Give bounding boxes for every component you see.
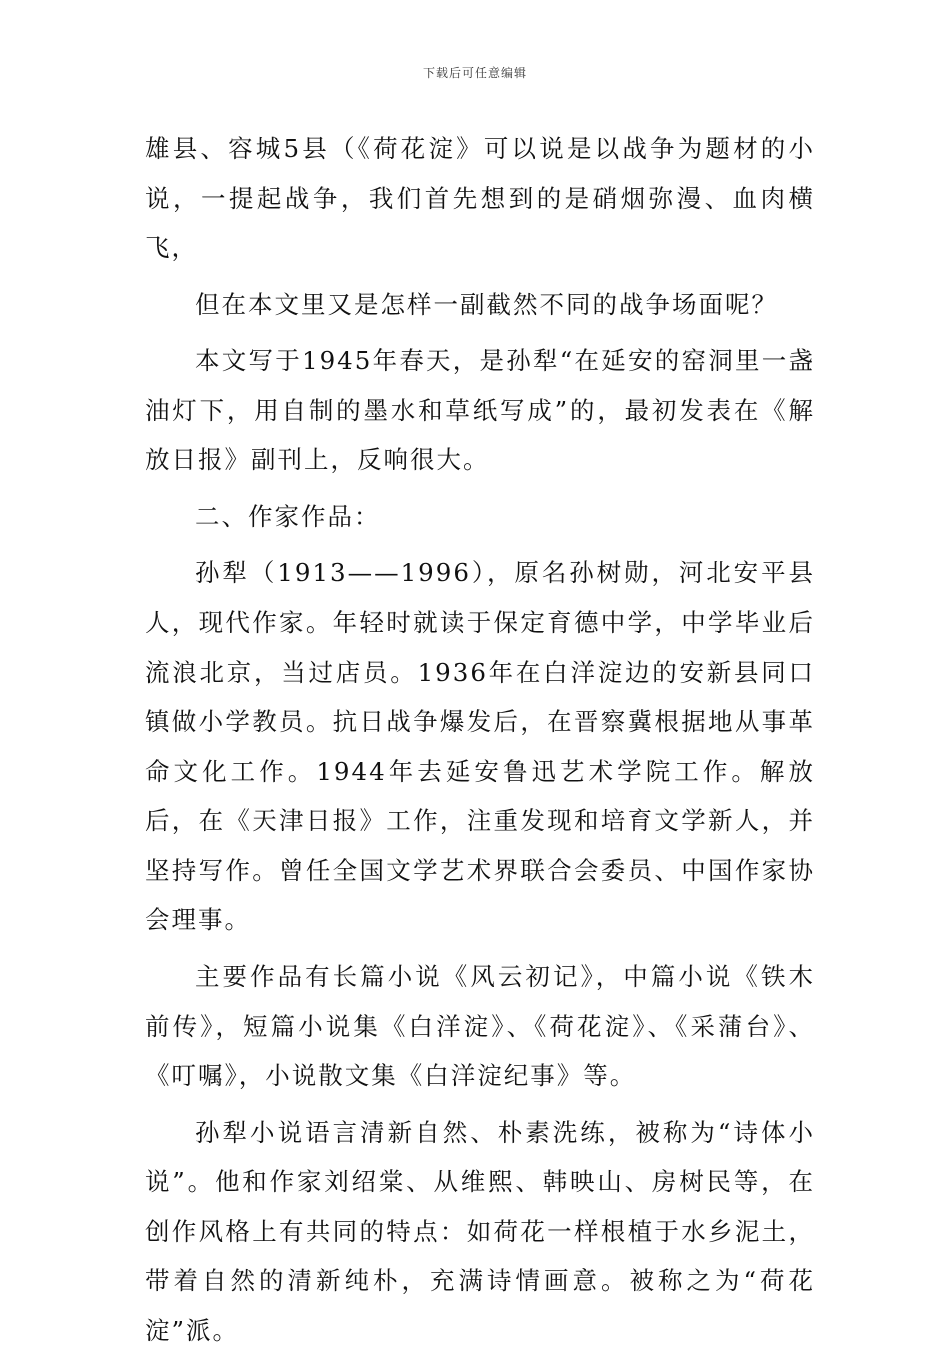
page-header: 下载后可任意编辑 [422, 66, 527, 80]
paragraph-writing-style: 孙犁小说语言清新自然、朴素洗练，被称为“诗体小说”。他和作家刘绍棠、从维熙、韩映山、房树民等，在创作风格上有共同的特点：如荷花一样根植于水乡泥土，带着自然的清新纯朴，充满诗情画意。被称之为“荷花淀”派。 [145, 1117, 815, 1345]
paragraph-major-works: 主要作品有长篇小说《风云初记》，中篇小说《铁木前传》，短篇小说集《白洋淀》、《荷花淀》、《采蒲台》、《叮嘱》，小说散文集《白洋淀纪事》等。 [145, 961, 815, 1091]
document-body [145, 124, 815, 1362]
paragraph-question: 但在本文里又是怎样一副截然不同的战争场面呢？ [195, 289, 778, 319]
paragraph-writing-background: 本文写于1945年春天，是孙犁“在延安的窑洞里一盏油灯下，用自制的墨水和草纸写成”的，最初发表在《解放日报》副刊上，反响很大。 [145, 346, 815, 475]
section-heading-author-works: 二、作家作品： [195, 501, 381, 531]
paragraph-author-biography: 孙犁（1913——1996），原名孙树勋，河北安平县人，现代作家。年轻时就读于保定育德中学，中学毕业后流浪北京，当过店员。1936年在白洋淀边的安新县同口镇做小学教员。抗日战争爆发后，在晋察冀根据地从事革命文化工作。1944年去延安鲁迅艺术学院工作。解放后，在《天津日报》工作，注重发现和培育文学新人，并坚持写作。曾任全国文学艺术界联合会委员、中国作家协会理事。 [145, 558, 815, 935]
paragraph-continuation: 雄县、容城5县（《荷花淀》可以说是以战争为题材的小说，一提起战争，我们首先想到的是硝烟弥漫、血肉横飞， [145, 134, 815, 263]
